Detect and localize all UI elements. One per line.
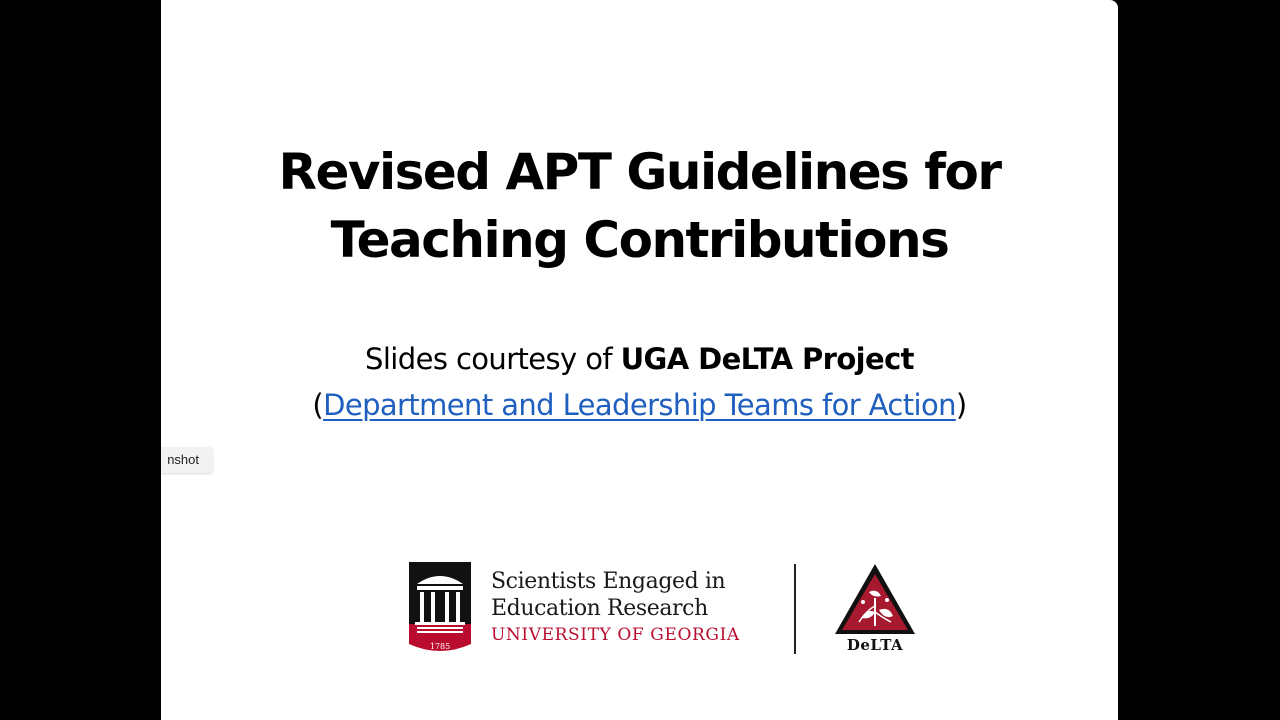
delta-project-link[interactable]: Department and Leadership Teams for Action	[323, 388, 956, 422]
credit-line	[161, 336, 1118, 382]
uga-wordmark-line-2: Education Research	[491, 596, 708, 621]
uga-wordmark-line-1: Scientists Engaged in	[491, 569, 726, 594]
slide-title-line-1: Revised APT Guidelines for	[278, 143, 1001, 201]
logo-divider	[794, 564, 796, 654]
link-line	[161, 382, 1118, 428]
uga-wordmark-university: UNIVERSITY OF GEORGIA	[491, 625, 740, 645]
uga-wordmark	[491, 568, 740, 648]
link-open-paren: (	[312, 388, 324, 422]
uga-arch-logo	[409, 562, 471, 654]
screenshot-tooltip-chip[interactable]	[161, 447, 213, 473]
screenshot-chip-label: nshot	[167, 452, 199, 467]
credit-prefix: Slides courtesy of	[365, 342, 621, 376]
slide-title	[161, 138, 1118, 274]
slide-title-line-2: Teaching Contributions	[330, 211, 949, 269]
link-close-paren: )	[955, 388, 967, 422]
delta-logo-label: DeLTA	[846, 636, 904, 654]
presentation-slide	[161, 0, 1118, 720]
logo-row	[409, 562, 929, 658]
slide-subtitle	[161, 336, 1118, 428]
credit-project-name: UGA DeLTA Project	[620, 342, 914, 376]
uga-seal-year: 1785	[429, 642, 451, 651]
